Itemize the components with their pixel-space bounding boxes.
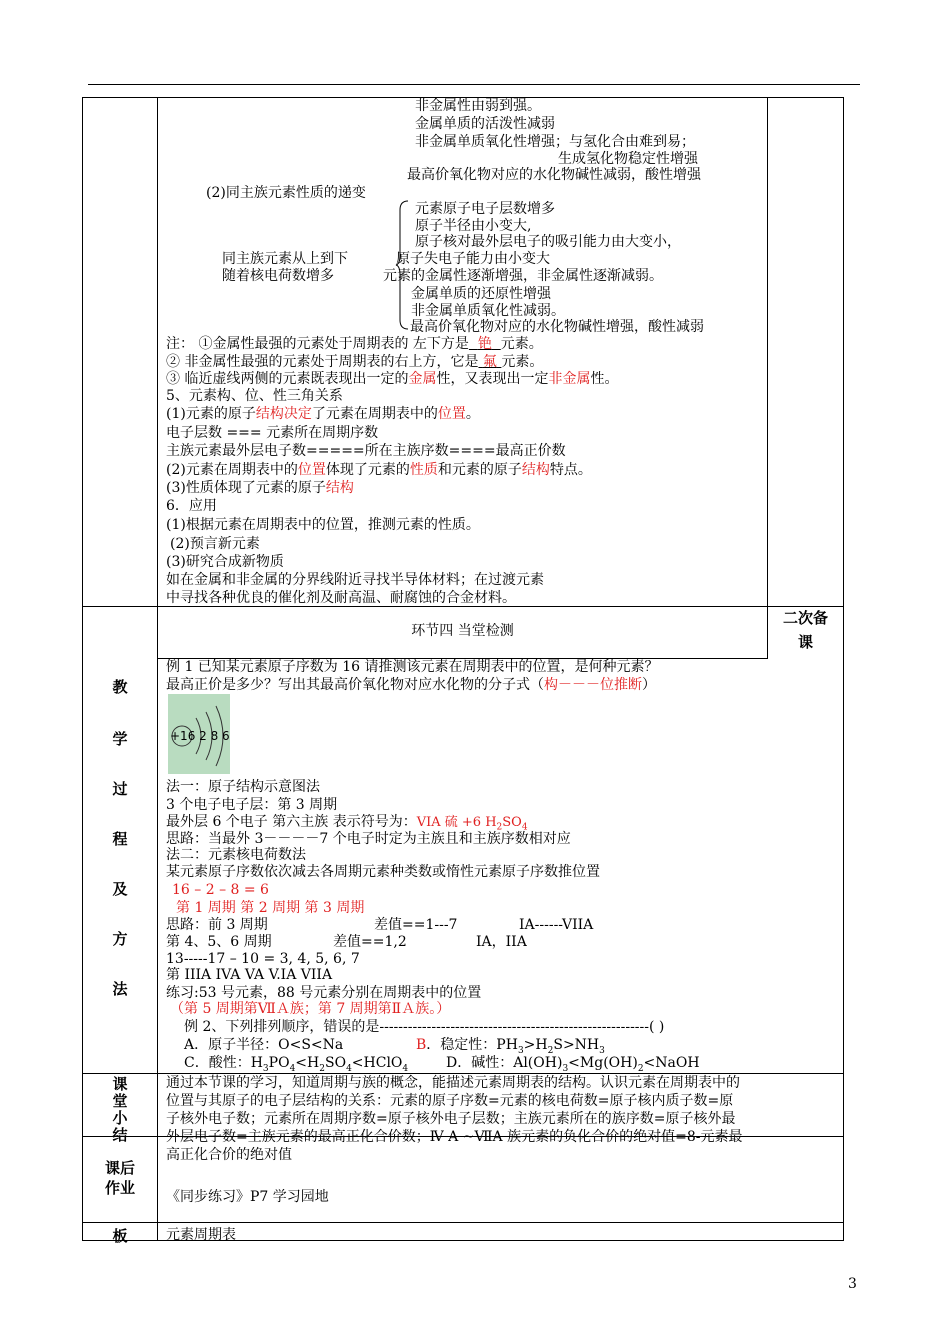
text-line: 原子半径由小变大, xyxy=(415,218,532,234)
header-rule xyxy=(88,84,860,85)
text-line: IA，IIA xyxy=(476,934,527,950)
text-line: 元素原子电子层数增多 xyxy=(415,201,555,217)
text-line: 元素的金属性逐渐增强，非金属性逐渐减弱。 xyxy=(383,268,663,284)
text-line: 主族元素最外层电子数=====所在主族序数====最高正价数 xyxy=(166,443,566,459)
option-b: B．稳定性：$PH_3>H_2S>NH_3$ xyxy=(416,1037,605,1056)
text-line: (3)研究合成新物质 xyxy=(166,554,284,570)
text-line: 差值==1---7 xyxy=(374,917,458,933)
text-line: (2)预言新元素 xyxy=(170,536,260,552)
text-line: 第 1 周期 第 2 周期 第 3 周期 xyxy=(176,900,365,916)
text-line: 非金属单质氧化性减弱。 xyxy=(411,303,565,319)
text-line: （第 5 周期第ⅦＡ族；第 7 周期第ⅡＡ族。） xyxy=(170,1001,451,1017)
text-line: 第 4、5、6 周期 xyxy=(166,934,272,950)
summary-line: 子核外电子数；元素所在周期序数=原子核外电子层数；主族元素所在的族序数=原子核外最 xyxy=(166,1111,736,1127)
text-line: (1)元素的原子结构决定了元素在周期表中的位置。 xyxy=(166,406,480,422)
option-d: D．碱性：$Al(OH)_3<Mg(OH)_2<NaOH$ xyxy=(446,1055,700,1074)
board-text: 元素周期表 xyxy=(166,1227,236,1243)
option-c: C．酸性：$H_3PO_4<H_2SO_4<HClO_4$ xyxy=(184,1055,409,1074)
note-2: ② 非金属性最强的元素处于周期表的右上方，它是 氟 元素。 xyxy=(166,354,544,370)
option-a: A．原子半径：O<S<Na xyxy=(184,1037,344,1053)
text-line: 思路：前 3 周期 xyxy=(166,917,268,933)
text-line: 原子核对最外层电子的吸引能力由大变小， xyxy=(415,234,681,250)
summary-label: 课 堂 小 结 xyxy=(112,1075,128,1144)
text-line: 金属单质的还原性增强 xyxy=(411,286,551,302)
side-label-7: 法 xyxy=(112,980,128,998)
text-line: 电子层数 === 元素所在周期序数 xyxy=(166,425,379,441)
side-label-3: 过 xyxy=(112,780,128,798)
text-line: 差值==1,2 xyxy=(333,934,407,950)
homework-text: 《同步练习》P7 学习园地 xyxy=(166,1189,329,1205)
board-label: 板 xyxy=(112,1227,128,1245)
text-line: 最高价氧化物对应的水化物碱性增强，酸性减弱 xyxy=(410,319,704,335)
second-prep-header: 二次备 课 xyxy=(782,609,828,651)
side-label-2: 学 xyxy=(112,730,128,748)
homework-label: 课后 作业 xyxy=(104,1159,135,1197)
text-line: 金属单质的活泼性减弱 xyxy=(415,116,555,132)
text-line: IA------VIIA xyxy=(519,917,594,933)
text-line: 生成氢化物稳定性增强 xyxy=(558,151,698,167)
text-line: 如在金属和非金属的分界线附近寻找半导体材料；在过渡元素 xyxy=(166,572,544,588)
text-line: 第 IIIA IVA VA V.IA VIIA xyxy=(166,967,333,983)
text-line: 中寻找各种优良的催化剂及耐高温、耐腐蚀的合金材料。 xyxy=(166,590,516,606)
text-line: (3)性质体现了元素的原子结构 xyxy=(166,480,354,496)
text-line: (2)元素在周期表中的位置体现了元素的性质和元素的原子结构特点。 xyxy=(166,462,592,478)
atom-label: +16 2 8 6 xyxy=(170,729,230,743)
example-2: 例 2、下列排列顺序，错误的是---------------------------------------------------------( ) xyxy=(184,1019,665,1035)
text-line: 法一：原子结构示意图法 xyxy=(166,779,320,795)
text-line: 最外层 6 个电子 第六主族 表示符号为：VIA 硫 +6 $H_2SO_4$ xyxy=(166,814,528,833)
text-line: 16 – 2 – 8 = 6 xyxy=(172,882,269,898)
summary-line: 通过本节课的学习，知道周期与族的概念，能描述元素周期表的结构。认识元素在周期表中的 xyxy=(166,1075,740,1091)
text-line: 某元素原子序数依次减去各周期元素种类数或惰性元素原子序数推位置 xyxy=(166,864,600,880)
text-line: 非金属单质氧化性增强；与氢化合由难到易； xyxy=(415,134,695,150)
side-label-6: 方 xyxy=(112,930,128,948)
text-line: 法二：元素核电荷数法 xyxy=(166,847,306,863)
section-header: 环节四 当堂检测 xyxy=(411,623,514,639)
subsection-heading: (2)同主族元素性质的递变 xyxy=(206,185,366,201)
example-1-cont: 最高正价是多少？写出其最高价氧化物对应水化物的分子式（构－－－位推断） xyxy=(166,677,656,693)
text-line: 非金属性由弱到强。 xyxy=(415,98,541,114)
text-line: 同主族元素从上到下 xyxy=(222,251,348,267)
note-1: 注： ①金属性最强的元素处于周期表的 左下方是 铯 元素。 xyxy=(166,336,543,352)
heading-5: 5、元素构、位、性三角关系 xyxy=(166,388,343,404)
summary-line: 外层电子数=主族元素的最高正化合价数；Ⅳ A ~ⅦA 族元素的负化合价的绝对值=8-元素最 xyxy=(166,1129,743,1145)
text-line: 练习:53 号元素，88 号元素分别在周期表中的位置 xyxy=(166,985,482,1001)
text-line: 原子失电子能力由小变大 xyxy=(396,251,550,267)
summary-line: 高正化合价的绝对值 xyxy=(166,1147,292,1163)
side-label-1: 教 xyxy=(112,678,128,696)
text-line: 最高价氧化物对应的水化物碱性减弱，酸性增强 xyxy=(407,167,701,183)
atom-structure-diagram xyxy=(168,694,230,774)
note-3: ③ 临近虚线两侧的元素既表现出一定的金属性，又表现出一定非金属性。 xyxy=(166,371,619,387)
text-line: 随着核电荷数增多 xyxy=(222,268,334,284)
side-label-4: 程 xyxy=(112,830,128,848)
text-line: 13-----17 – 10 = 3, 4, 5, 6, 7 xyxy=(166,951,360,967)
side-label-5: 及 xyxy=(112,880,128,898)
heading-6: 6．应用 xyxy=(166,498,217,514)
page-number: 3 xyxy=(848,1276,857,1292)
text-line: (1)根据元素在周期表中的位置，推测元素的性质。 xyxy=(166,517,480,533)
text-line: 思路：当最外 3－－－－7 个电子时定为主族且和主族序数相对应 xyxy=(166,831,571,847)
text-line: 3 个电子电子层：第 3 周期 xyxy=(166,797,338,813)
summary-line: 位置与其原子的电子层结构的关系：元素的原子序数=元素的核电荷数=原子核内质子数=原 xyxy=(166,1093,734,1109)
example-1: 例 1 已知某元素原子序数为 16 请推测该元素在周期表中的位置，是何种元素？ xyxy=(166,659,659,675)
